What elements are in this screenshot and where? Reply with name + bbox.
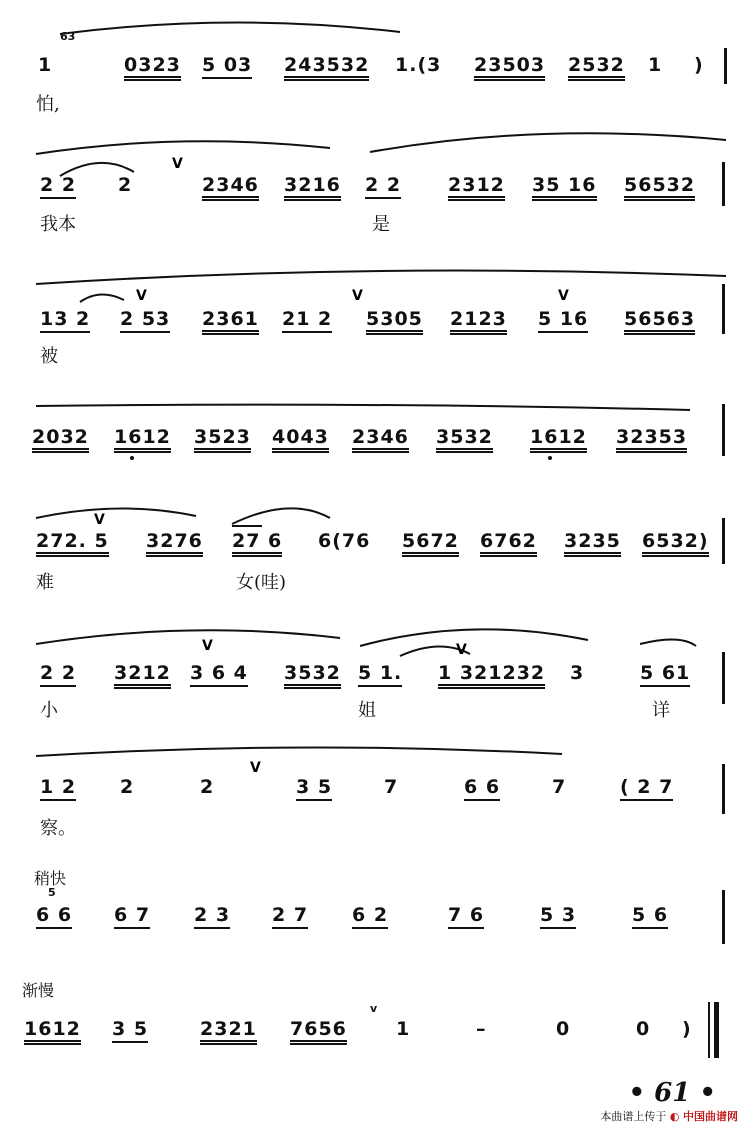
score-system-9: 渐慢 1612 3 5 2321 7656 v 1 – 0 0 ) xyxy=(0,972,750,1062)
note-group: 56532 xyxy=(624,174,695,201)
note-group: 2032 xyxy=(32,426,89,453)
note-group: 3235 xyxy=(564,530,621,557)
note-group: 2 xyxy=(120,776,135,798)
note-group: 6 6 xyxy=(36,904,72,929)
barline xyxy=(722,404,725,456)
note-group: 6762 xyxy=(480,530,537,557)
note-group: 1612 xyxy=(114,426,171,453)
note-group: 0 xyxy=(636,1018,651,1040)
barline xyxy=(722,162,725,206)
note-group: 1 xyxy=(396,1018,411,1040)
note-group: 1612 xyxy=(24,1018,81,1045)
score-system-8: 稍快 5 6 6 6 7 2 3 2 7 6 2 7 6 5 3 5 6 xyxy=(0,862,750,952)
note-group: 2346 xyxy=(202,174,259,201)
final-barline-thick xyxy=(714,1002,719,1058)
score-system-6 xyxy=(0,616,750,726)
note-group: 3532 xyxy=(436,426,493,453)
note-group: 3 5 xyxy=(296,776,332,801)
note-group: 272. 5 xyxy=(36,530,109,557)
score-system-1: 63 1 0323 5 03 243532 1.(3 23503 2532 1 ) 怕, xyxy=(0,10,750,110)
note-group: 6 2 xyxy=(352,904,388,929)
note-group: 1 321232 xyxy=(438,662,545,689)
note-group: ( 2 7 xyxy=(620,776,673,801)
note-group: 56563 xyxy=(624,308,695,335)
note-group: 5 6 xyxy=(632,904,668,929)
note-group: 2321 xyxy=(200,1018,257,1045)
tempo-marking: 渐慢 xyxy=(22,981,55,1000)
note-group: 1 xyxy=(38,54,53,76)
note-group: 2 3 xyxy=(194,904,230,929)
note-group: 0323 xyxy=(124,54,181,81)
note-group: 3216 xyxy=(284,174,341,201)
note-group: 2361 xyxy=(202,308,259,335)
note-group: 5 16 xyxy=(538,308,588,333)
final-barline-thin xyxy=(708,1002,710,1058)
note-group: 2 xyxy=(200,776,215,798)
note-group: 3 6 4 xyxy=(190,662,248,687)
barline xyxy=(724,48,727,84)
svg-text:V: V xyxy=(136,288,147,304)
note-group: 5 61 xyxy=(640,662,690,687)
barline xyxy=(722,284,725,334)
note-group: 6(76 xyxy=(318,530,371,552)
score-system-7 xyxy=(0,740,750,840)
barline xyxy=(722,518,725,564)
note-group: 2 2 xyxy=(40,662,76,687)
note-group: 2532 xyxy=(568,54,625,81)
note-group: 2346 xyxy=(352,426,409,453)
note-group: 3523 xyxy=(194,426,251,453)
svg-text:V: V xyxy=(94,512,105,528)
note-group: 21 2 xyxy=(282,308,332,333)
note-group: 0 xyxy=(556,1018,571,1040)
score-system-2 xyxy=(0,118,750,238)
barline xyxy=(722,890,725,944)
score-system-4 xyxy=(0,390,750,470)
lyric: 是 xyxy=(372,214,390,235)
note-group: 3212 xyxy=(114,662,171,689)
lyric: 察。 xyxy=(40,818,76,839)
note-group: 7 xyxy=(552,776,567,798)
page-number: • 61 • xyxy=(628,1078,716,1108)
note-group: 2 2 xyxy=(365,174,401,199)
note-group: 27 6 xyxy=(232,530,282,557)
svg-text:V: V xyxy=(558,288,569,304)
note-group: 7656 xyxy=(290,1018,347,1045)
lyric: 怕, xyxy=(36,94,60,115)
note-group: 3276 xyxy=(146,530,203,557)
note-group: 6 7 xyxy=(114,904,150,929)
note-group: 35 16 xyxy=(532,174,597,201)
note-group: 32353 xyxy=(616,426,687,453)
lyric: 难 xyxy=(36,572,54,593)
note-group: 1612 xyxy=(530,426,587,453)
note-group: 3 xyxy=(570,662,585,684)
svg-text:V: V xyxy=(250,760,261,776)
score-system-3 xyxy=(0,262,750,367)
note-group: 2123 xyxy=(450,308,507,335)
note-group: 7 xyxy=(384,776,399,798)
note-group: 5305 xyxy=(366,308,423,335)
note-group: 6 6 xyxy=(464,776,500,801)
note-group: 3 5 xyxy=(112,1018,148,1043)
score-system-5 xyxy=(0,496,750,596)
note-group: 1.(3 xyxy=(395,54,442,76)
lyric: 小 xyxy=(40,700,58,721)
note-group: ) xyxy=(694,54,704,76)
svg-text:V: V xyxy=(202,638,213,654)
lyric: 姐 xyxy=(358,700,376,721)
lyric: 女(哇) xyxy=(236,572,287,593)
upload-credit xyxy=(600,1108,738,1124)
note-group: – xyxy=(476,1018,487,1040)
slur-mark xyxy=(0,496,750,596)
credit-prefix: 本曲谱上传于 xyxy=(600,1110,667,1123)
note-group: 1 2 xyxy=(40,776,76,801)
note-group: 243532 xyxy=(284,54,369,81)
svg-text:V: V xyxy=(352,288,363,304)
site-logo-icon: ◐ xyxy=(669,1110,680,1123)
site-brand[interactable]: 中国曲谱网 xyxy=(683,1110,738,1123)
note-group: 5 3 xyxy=(540,904,576,929)
note-group: 7 6 xyxy=(448,904,484,929)
tempo-marking: 稍快 xyxy=(34,869,67,888)
note-group: 6532) xyxy=(642,530,709,557)
svg-text:V: V xyxy=(456,642,467,658)
note-group: 2312 xyxy=(448,174,505,201)
note-group: 2 2 xyxy=(40,174,76,199)
note-group: ) xyxy=(682,1018,692,1040)
note-group: 2 7 xyxy=(272,904,308,929)
note-group: 5 1. xyxy=(358,662,402,687)
note-group: 5672 xyxy=(402,530,459,557)
barline xyxy=(722,764,725,814)
svg-text:V: V xyxy=(172,156,183,172)
lyric: 我本 xyxy=(40,214,76,235)
note-group: 23503 xyxy=(474,54,545,81)
lyric: 详 xyxy=(652,700,670,721)
note-group: 2 xyxy=(118,174,133,196)
lyric: 被 xyxy=(40,346,58,367)
slur-mark xyxy=(0,10,750,110)
note-group: 5 03 xyxy=(202,54,252,79)
note-group: 1 xyxy=(648,54,663,76)
note-group: 13 2 xyxy=(40,308,90,333)
note-group: 3532 xyxy=(284,662,341,689)
note-group: 4043 xyxy=(272,426,329,453)
note-group: 2 53 xyxy=(120,308,170,333)
barline xyxy=(722,652,725,704)
